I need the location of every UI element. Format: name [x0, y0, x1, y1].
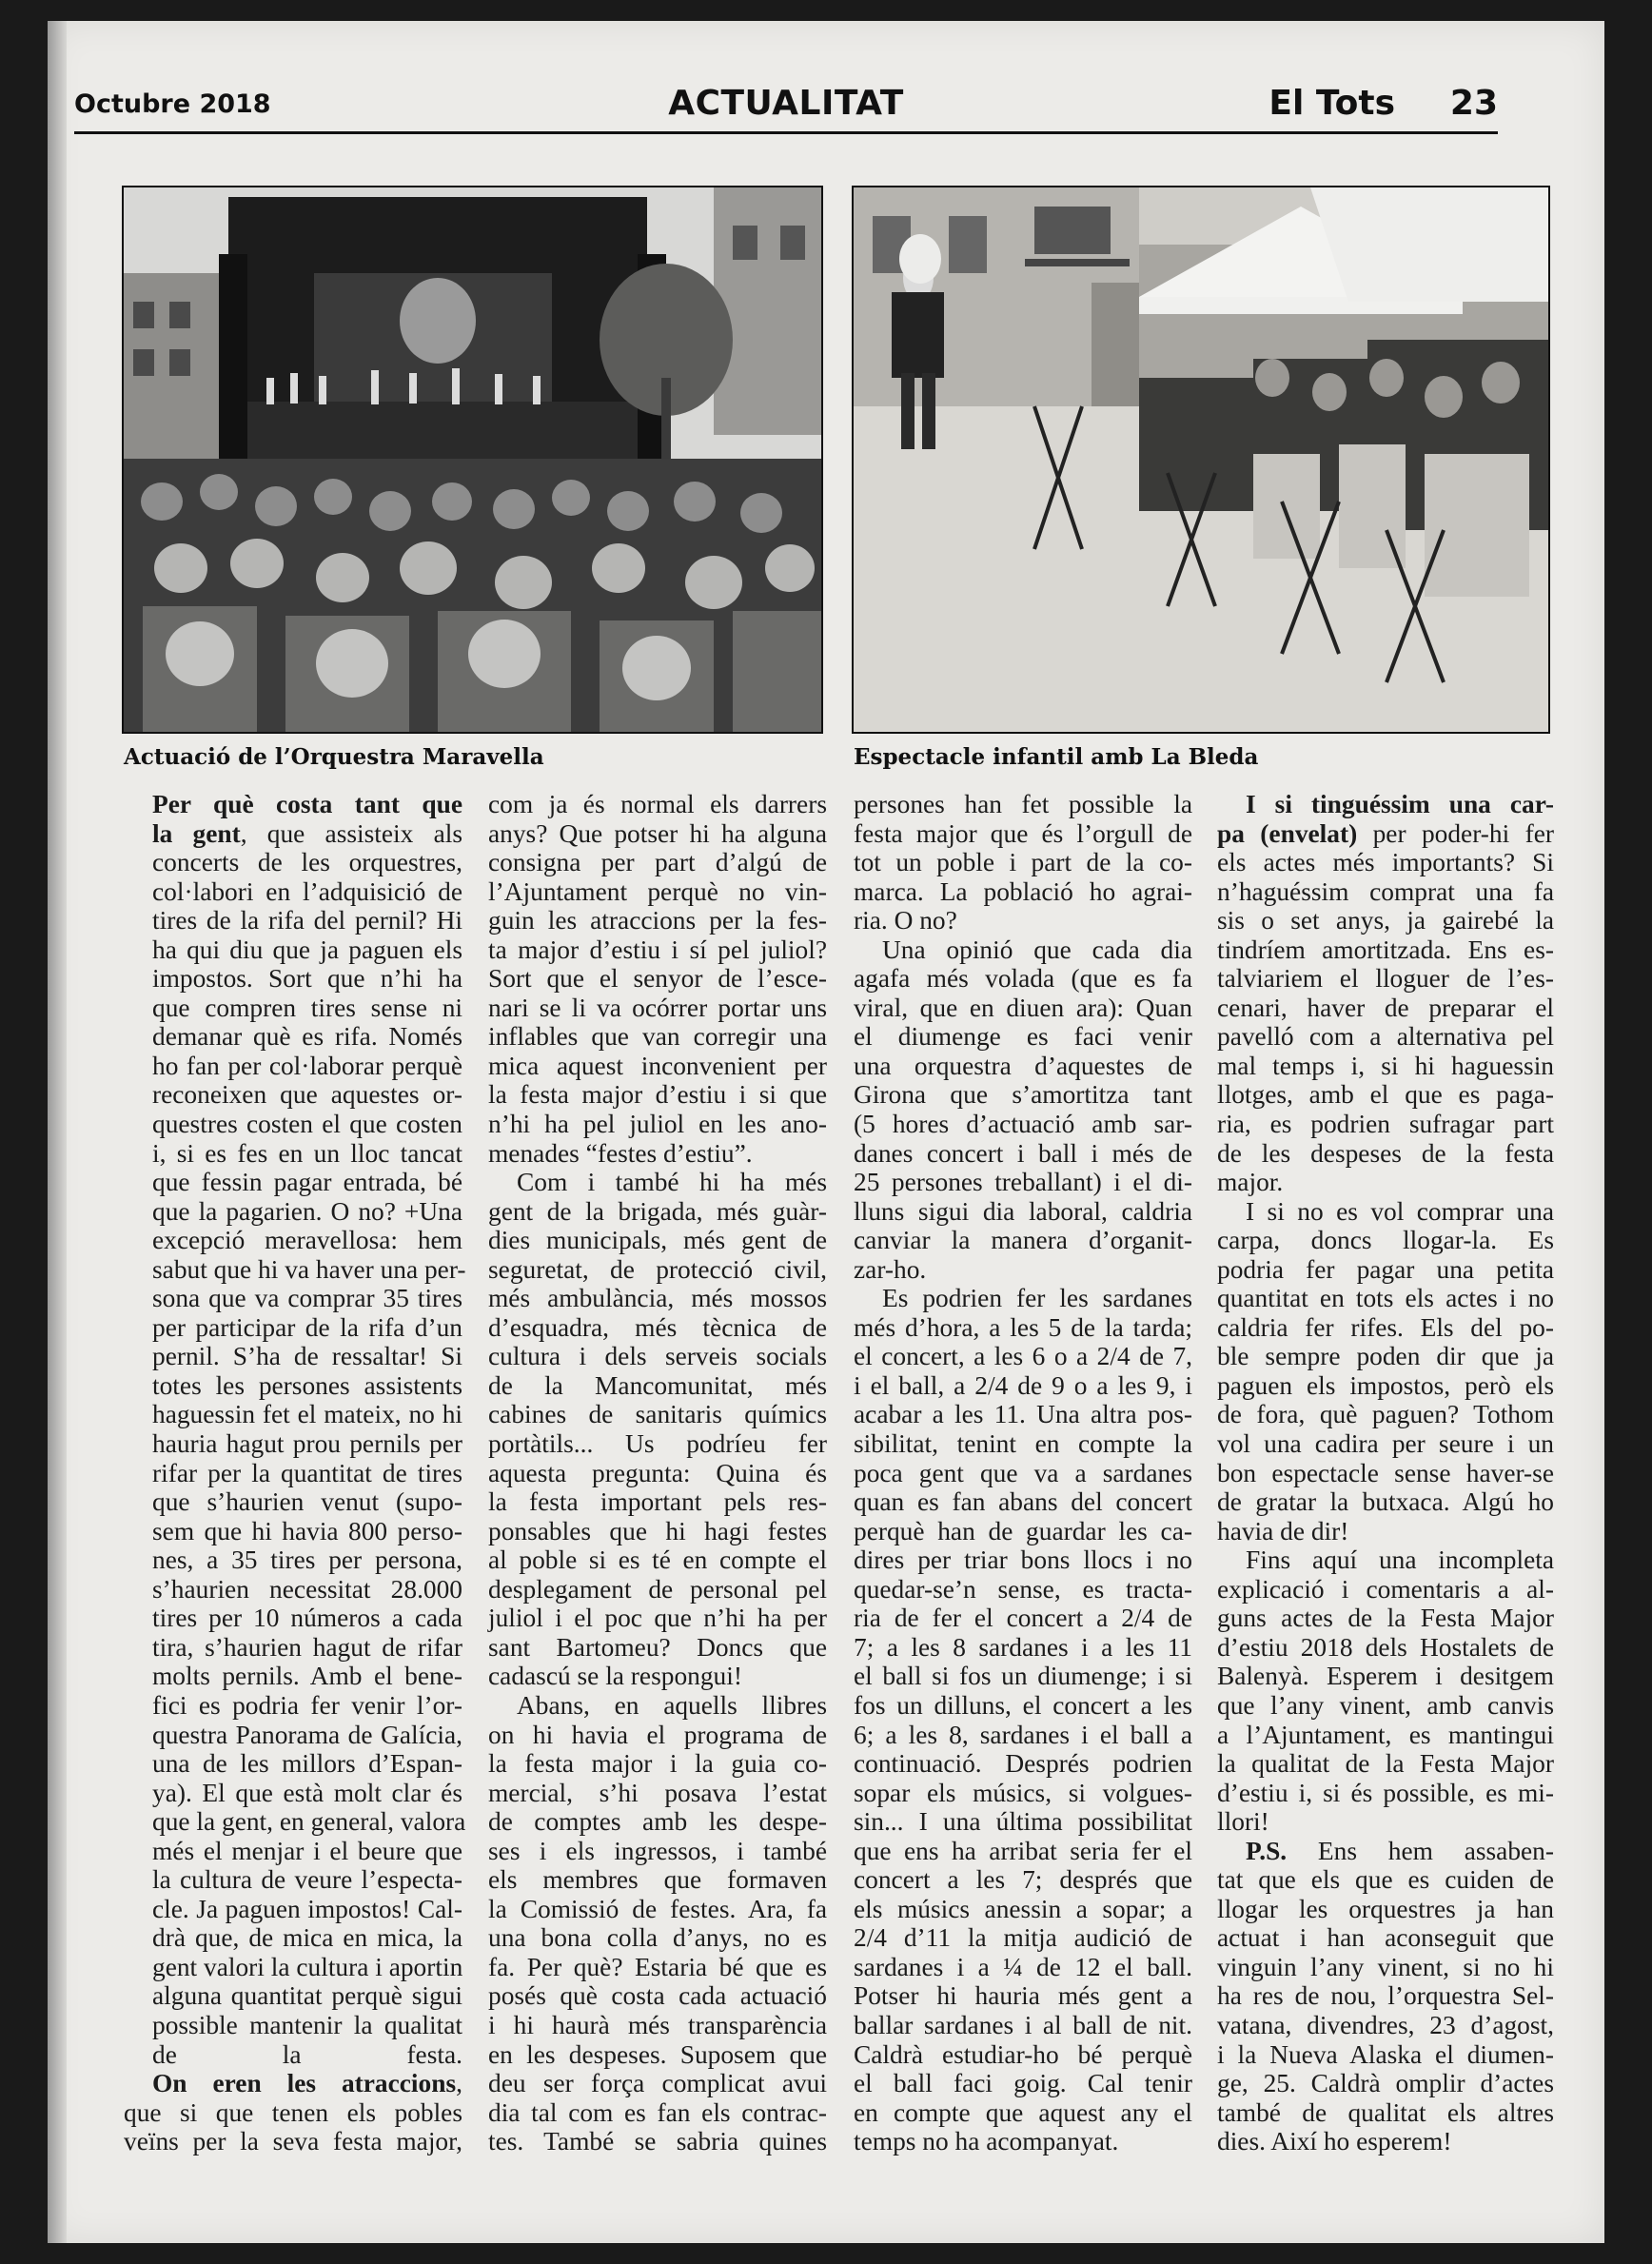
text-line: carpa, doncs llogar-la. Es	[1217, 1226, 1554, 1255]
text-line: el ball si fos un diumenge; i si	[854, 1662, 1192, 1691]
text-line: i, si es fes en un lloc tancat	[152, 1138, 462, 1168]
article-column-4	[1217, 790, 1554, 2156]
text-line: que la gent, en general, valora	[152, 1807, 466, 1837]
text-line: la festa important pels res-	[488, 1487, 827, 1517]
text-line: reconeixen que aquestes or-	[152, 1080, 462, 1110]
text-line: ballar sardanes i al ball de nit.	[854, 2010, 1192, 2039]
text-line: tires per 10 números a cada	[152, 1604, 462, 1633]
text-line: Abans, en aquells llibres	[517, 1690, 827, 1720]
text-line: el concert, a les 6 o a 2/4 de 7,	[854, 1342, 1192, 1371]
lead-in: pa (envelat)	[1217, 818, 1358, 848]
text-line: fici es podria fer venir l’or-	[152, 1690, 462, 1720]
text-line: fa. Per què? Estaria bé que es	[488, 1952, 827, 1981]
text-line: consigna per part d’algú de	[488, 848, 827, 877]
text-line: zar-ho.	[854, 1254, 927, 1284]
page-header	[74, 55, 1498, 134]
text-line: també de qualitat els altres	[1217, 2097, 1554, 2127]
text-line: vatana, divendres, 23 d’agost,	[1217, 2010, 1554, 2039]
text-line: haguessin fet el mateix, no hi	[152, 1400, 462, 1429]
text-line: impostos. Sort que n’hi ha	[152, 964, 462, 994]
text-line: 6; a les 8, sardanes i el ball a	[854, 1720, 1192, 1749]
text-line: a l’Ajuntament, es mantingui	[1217, 1720, 1554, 1749]
text-line: demanar què es rifa. Només	[152, 1022, 462, 1052]
text-line: actuat i han aconseguit que	[1217, 1923, 1554, 1953]
text-line: llogar les orquestres ja han	[1217, 1894, 1554, 1923]
text-line: ha qui diu que ja paguen els	[152, 935, 462, 964]
paragraph	[488, 1691, 827, 2156]
text-line: Una opinió que cada dia	[882, 935, 1192, 964]
text-line	[1217, 819, 1554, 849]
text-line: dies. Així ho esperem!	[1217, 2127, 1452, 2156]
text-line: la festa major i la guia co-	[488, 1749, 827, 1779]
text-line: 25 persones treballant) i el di-	[854, 1168, 1192, 1197]
text: Ens hem assaben-	[1287, 1836, 1554, 1865]
text-line: guin les atraccions per la fes-	[488, 906, 827, 935]
text-line: Potser hi hauria més gent a	[854, 1981, 1192, 2011]
text-line: continuació. Després podrien	[854, 1749, 1192, 1779]
text-line: agafa més volada (que es fa	[854, 964, 1192, 994]
paragraph	[124, 2069, 462, 2156]
text-line: Girona que s’amortitza tant	[854, 1080, 1192, 1110]
text-line: col·labori en l’adquisició de	[152, 876, 462, 906]
children-show-image	[854, 187, 1548, 732]
text-line: ho fan per col·laborar perquè	[152, 1051, 462, 1080]
photo-caption-orchestra: Actuació de l’Orquestra Maravella	[124, 744, 544, 770]
text-line: com ja és normal els darrers	[488, 790, 827, 818]
concert-image	[124, 187, 821, 732]
text-line: nes, a 35 tires per persona,	[152, 1545, 462, 1575]
text-line: cultura i dels serveis socials	[488, 1342, 827, 1371]
text-line: (5 hores d’actuació amb sar-	[854, 1110, 1192, 1139]
text-line: l’Ajuntament perquè no vin-	[488, 876, 827, 906]
text-line: la festa major d’estiu i si que	[488, 1080, 827, 1110]
text-line: festa major que és l’orgull de	[854, 818, 1192, 848]
text-line: tot un poble i part de la co-	[854, 848, 1192, 877]
text-line: concert a les 7; després que	[854, 1865, 1192, 1895]
text-line: que la pagarien. O no? +Una	[152, 1196, 462, 1226]
text-line: gent valori la cultura i aportin	[152, 1952, 463, 1981]
section-title: ACTUALITAT	[668, 84, 904, 123]
text-line: Fins aquí una incompleta	[1246, 1545, 1554, 1575]
text-line: sibilitat, tenint en compte la	[854, 1429, 1192, 1459]
text-line: juliol i el poc que n’hi ha per	[488, 1604, 827, 1633]
text-line: mal temps i, si hi haguessin	[1217, 1051, 1554, 1080]
text-line: en les despeses. Suposem que	[488, 2039, 827, 2069]
paragraph	[488, 1168, 827, 1691]
text-line: n’hi ha pel juliol en les ano-	[488, 1110, 827, 1139]
text-line: Com i també hi ha més	[517, 1168, 827, 1197]
text-line: ya). El que està molt clar és	[152, 1778, 462, 1807]
publication-name: El Tots	[1268, 84, 1395, 123]
text-line: pernil. S’ha de ressaltar! Si	[152, 1342, 462, 1371]
text-line: al poble si es té en compte el	[488, 1545, 827, 1575]
text-line: ria. O no?	[854, 906, 957, 935]
text-line: de la Mancomunitat, més	[488, 1370, 827, 1400]
text-line: sabut que hi va haver una per-	[152, 1254, 466, 1284]
lead-in: On eren les atraccions	[152, 2069, 457, 2098]
photo-caption-children-show: Espectacle infantil amb La Bleda	[854, 744, 1259, 770]
text-line: anys? Que potser hi ha alguna	[488, 818, 827, 848]
text-line: I si no es vol comprar una	[1246, 1196, 1554, 1226]
text-line: drà que, de mica en mica, la	[152, 1923, 462, 1953]
text-line: possible mantenir la qualitat	[152, 2010, 462, 2039]
text-line: que l’any vinent, amb canvis	[1217, 1690, 1554, 1720]
text-line: acabar a les 11. Una altra pos-	[854, 1400, 1192, 1429]
text-line: d’estiu 2018 dels Hostalets de	[1217, 1632, 1554, 1662]
text-line	[124, 790, 462, 819]
text-line: rifar per la quantitat de tires	[152, 1458, 462, 1487]
text-line: de gratar la butxaca. Algú ho	[1217, 1487, 1554, 1517]
text-line: alguna quantitat perquè sigui	[152, 1981, 462, 2011]
text-line: viral, que en diuen ara): Quan	[854, 993, 1192, 1022]
text-line: una bona colla d’anys, no es	[488, 1923, 827, 1953]
text-line: excepció meravellosa: hem	[152, 1226, 462, 1255]
text-line: Sort que el senyor de l’esce-	[488, 964, 827, 994]
text-line: nari se li va ocórrer portar uns	[488, 993, 827, 1022]
text-line: Caldrà estudiar-ho bé perquè	[854, 2039, 1192, 2069]
text: , que assisteix als	[240, 818, 462, 848]
photo-orchestra-concert	[122, 186, 823, 734]
text-line: una orquestra d’aquestes de	[854, 1051, 1192, 1080]
text-line: ria, es podrien sufragar part	[1217, 1110, 1554, 1139]
text-line: concerts de les orquestres,	[152, 848, 462, 877]
text-line: cle. Ja paguen impostos! Cal-	[152, 1894, 462, 1923]
text-line: tat que els que es cuiden de	[1217, 1865, 1554, 1895]
text-line	[1217, 1837, 1554, 1866]
text-line: que compren tires sense ni	[152, 993, 462, 1022]
paragraph	[1217, 790, 1554, 1197]
text-line: la cultura de veure l’especta-	[152, 1865, 462, 1895]
text-line: en compte que aquest any el	[854, 2097, 1192, 2127]
text-line: ponsables que hi hagi festes	[488, 1516, 827, 1545]
text-line: que si que tenen els pobles	[124, 2097, 462, 2127]
text-line: ta major d’estiu i sí pel juliol?	[488, 935, 827, 964]
text-line: questra Panorama de Galícia,	[152, 1720, 462, 1749]
photo-children-show	[852, 186, 1550, 734]
text-line: sopar els músics, si volgues-	[854, 1778, 1192, 1807]
text-line: portàtils... Us podríeu fer	[488, 1429, 827, 1459]
text-line: els actes més importants? Si	[1217, 848, 1554, 877]
text-line: tes. També se sabria quines	[488, 2127, 827, 2156]
lead-in: P.S.	[1246, 1836, 1288, 1865]
text-line: i el ball, a 2/4 de 9 o a les 9, i	[854, 1370, 1192, 1400]
text-line: gent de la brigada, més guàr-	[488, 1196, 827, 1226]
text-line: una de les millors d’Espan-	[152, 1749, 462, 1779]
text-line: sant Bartomeu? Doncs que	[488, 1632, 827, 1662]
paragraph	[854, 790, 1192, 935]
text-line: de la festa.	[152, 2039, 462, 2069]
text-line: seguretat, de protecció civil,	[488, 1254, 827, 1284]
text-line: ses i els ingressos, i també	[488, 1836, 827, 1865]
text-line: d’esquadra, més tècnica de	[488, 1312, 827, 1342]
text-line: de fora, què paguen? Tothom	[1217, 1400, 1554, 1429]
text-line: lluns sigui dia laboral, caldria	[854, 1196, 1192, 1226]
text-line: més d’hora, a les 5 de la tarda;	[854, 1312, 1192, 1342]
text-line: caldria fer rifes. Els del po-	[1217, 1312, 1554, 1342]
text-line: quedar-se’n sense, es tracta-	[854, 1574, 1192, 1604]
text-line: totes les persones assistents	[152, 1370, 462, 1400]
text-line: podria fer pagar una petita	[1217, 1254, 1554, 1284]
text-line: llori!	[1217, 1807, 1269, 1837]
text-line: ble sempre poden dir que ja	[1217, 1342, 1554, 1371]
text-line: tires de la rifa del pernil? Hi	[152, 906, 462, 935]
text-line: 7; a les 8 sardanes i a les 11	[854, 1632, 1192, 1662]
text-line: ge, 25. Caldrà omplir d’actes	[1217, 2069, 1554, 2098]
text-line: que ens ha arribat seria fer el	[854, 1836, 1192, 1865]
text-line: marca. La població ho agrai-	[854, 876, 1192, 906]
paragraph	[854, 935, 1192, 1285]
text-line: cabines de sanitaris químics	[488, 1400, 827, 1429]
text-line: dires per triar bons llocs i no	[854, 1545, 1192, 1575]
text-line: persones han fet possible la	[854, 790, 1192, 818]
text-line	[124, 819, 462, 849]
text-line: danes concert i ball i més de	[854, 1138, 1192, 1168]
text-line: vinguin l’any vinent, si no hi	[1217, 1952, 1554, 1981]
text-line: que fessin pagar entrada, bé	[152, 1168, 462, 1197]
text-line: bon espectacle sense haver-se	[1217, 1458, 1554, 1487]
article-column-3	[854, 790, 1192, 2156]
text-line: canviar la manera d’organit-	[854, 1226, 1192, 1255]
text-line: el ball faci goig. Cal tenir	[854, 2069, 1192, 2098]
text-line: quantitat en tots els actes i no	[1217, 1284, 1554, 1313]
text-line: mica aquest inconvenient per	[488, 1051, 827, 1080]
text-line: els membres que formaven	[488, 1865, 827, 1895]
text-line: inflables que van corregir una	[488, 1022, 827, 1052]
text-line: cadascú se la respongui!	[488, 1662, 742, 1691]
text-line: perquè han de guardar les ca-	[854, 1516, 1192, 1545]
text-line	[1217, 790, 1554, 819]
text-line: explicació i comentaris a al-	[1217, 1574, 1554, 1604]
text-line: n’haguéssim comprat una fa	[1217, 876, 1554, 906]
text-line: de les despeses de la festa	[1217, 1138, 1554, 1168]
text-line: llotges, amb el que es paga-	[1217, 1080, 1554, 1110]
text-line: i hi haurà més transparència	[488, 2010, 827, 2039]
text-line: temps no ha acompanyat.	[854, 2127, 1119, 2156]
text-line: sem que hi havia 800 perso-	[152, 1516, 462, 1545]
text-line: que s’haurien venut (supo-	[152, 1487, 462, 1517]
text-line: posés què costa cada actuació	[488, 1981, 827, 2011]
text-line: i la Nueva Alaska el diumen-	[1217, 2039, 1554, 2069]
text-line: Balenyà. Esperem i desitgem	[1217, 1662, 1554, 1691]
text-line: ha res de nou, l’orquestra Sel-	[1217, 1981, 1554, 2011]
text-line: fos un dilluns, el concert a les	[854, 1690, 1192, 1720]
text-line: els músics anessin a sopar; a	[854, 1894, 1192, 1923]
lead-in: la gent	[152, 818, 241, 848]
text-line: mercial, s’hi posava l’estat	[488, 1778, 827, 1807]
text-line: aquesta pregunta: Quina és	[488, 1458, 827, 1487]
text-line: dia tal com es fan els contrac-	[488, 2097, 827, 2127]
text-line: tira, s’haurien hagut de rifar	[152, 1632, 462, 1662]
paragraph	[1217, 1197, 1554, 1546]
text-line: quan es fan abans del concert	[854, 1487, 1192, 1517]
text-line: 2/4 d’11 la mitja audició de	[854, 1923, 1192, 1953]
text-line: molts pernils. Amb el bene-	[152, 1662, 462, 1691]
text-line: la qualitat de la Festa Major	[1217, 1749, 1554, 1779]
text-line: havia de dir!	[1217, 1516, 1349, 1545]
page-gutter-shadow	[48, 21, 67, 2243]
text-line: cenari, haver de preparar el	[1217, 993, 1554, 1022]
paragraph	[1217, 1837, 1554, 2156]
text-line: pavelló com a alternativa pel	[1217, 1022, 1554, 1052]
text-line: poca gent que va a sardanes	[854, 1458, 1192, 1487]
text-line: veïns per la seva festa major,	[124, 2127, 462, 2156]
paragraph	[854, 1284, 1192, 2156]
text-line: guns actes de la Festa Major	[1217, 1604, 1554, 1633]
text-line: talviariem el lloguer de l’es-	[1217, 964, 1554, 994]
text-line	[124, 2069, 462, 2098]
lead-in: Per què costa tant que	[152, 790, 462, 818]
text-line: més el menjar i el beure que	[152, 1836, 462, 1865]
text-line: sardanes i a ¼ de 12 el ball.	[854, 1952, 1192, 1981]
article-column-1	[124, 790, 466, 2156]
text-line: vol una cadira per seure i un	[1217, 1429, 1554, 1459]
text-line: s’haurien necessitat 28.000	[152, 1574, 462, 1604]
lead-in: I si tinguéssim una car-	[1246, 790, 1554, 818]
text-line: dies municipals, més gent de	[488, 1226, 827, 1255]
text-line: tindríem amortitzada. Ens es-	[1217, 935, 1554, 964]
text-line: el diumenge es faci venir	[854, 1022, 1192, 1052]
text-line: deu ser força complicat avui	[488, 2069, 827, 2098]
text-line: Es podrien fer les sardanes	[882, 1284, 1192, 1313]
text-line: sis o set anys, ja gairebé la	[1217, 906, 1554, 935]
page-number: 23	[1449, 84, 1498, 123]
text: per poder-hi fer	[1357, 818, 1554, 848]
text-line: ria de fer el concert a 2/4 de	[854, 1604, 1192, 1633]
text-line: desplegament de personal pel	[488, 1574, 827, 1604]
article-column-2	[488, 790, 827, 2156]
text-line: sona que va comprar 35 tires	[152, 1284, 462, 1313]
paragraph	[488, 790, 827, 1168]
text-line: hauria hagut prou pernils per	[152, 1429, 462, 1459]
paragraph	[1217, 1545, 1554, 1836]
text-line: on hi havia el programa de	[488, 1720, 827, 1749]
text-line: paguen els impostos, però els	[1217, 1370, 1554, 1400]
issue-date: Octubre 2018	[74, 89, 271, 119]
text-line: de comptes amb les despe-	[488, 1807, 827, 1837]
text-line: menades “festes d’estiu”.	[488, 1138, 753, 1168]
text-line: major.	[1217, 1168, 1284, 1197]
text-line: d’estiu i, si és possible, es mi-	[1217, 1778, 1554, 1807]
text-line: més ambulància, més mossos	[488, 1284, 827, 1313]
paragraph	[124, 790, 466, 2069]
text-line: sin... I una última possibilitat	[854, 1807, 1192, 1837]
text-line: per participar de la rifa d’un	[152, 1312, 462, 1342]
text-line: la Comissió de festes. Ara, fa	[488, 1894, 827, 1923]
text: ,	[456, 2069, 462, 2098]
text-line: questres costen el que costen	[152, 1110, 462, 1139]
